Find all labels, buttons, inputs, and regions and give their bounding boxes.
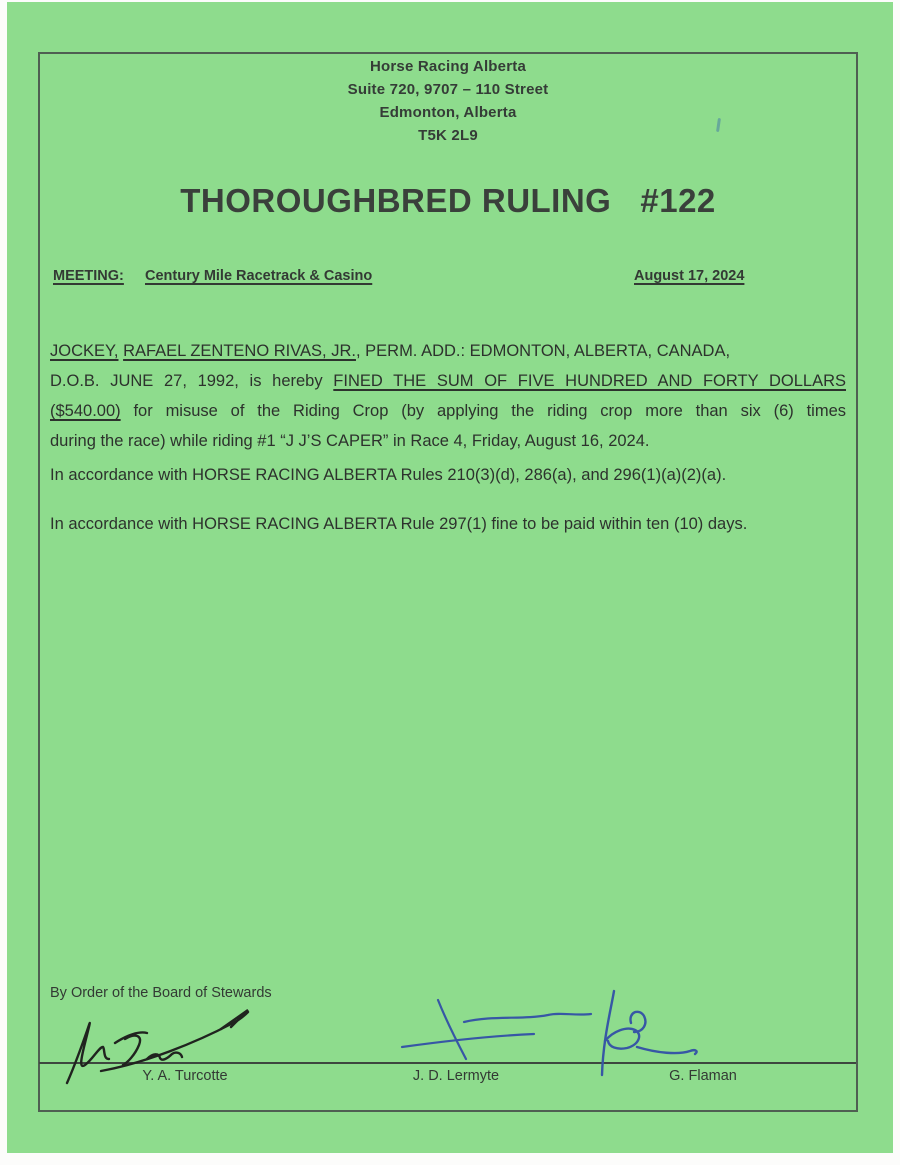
underlined-text: JOCKEY,: [50, 342, 119, 360]
plain-text: during the race) while riding #1 “J J’S CAPER” in Race 4, Friday, August 16, 2024.: [50, 432, 650, 450]
ruling-line: [50, 366, 846, 396]
signatory-name: Y. A. Turcotte: [142, 1068, 228, 1084]
fine-text: FINED THE SUM OF FIVE HUNDRED AND FORTY DOLLARS: [333, 372, 846, 390]
signatory-name: G. Flaman: [669, 1068, 737, 1084]
plain-text: D.O.B. JUNE 27, 1992, is hereby: [50, 372, 334, 390]
jockey-name: RAFAEL ZENTENO RIVAS, JR.: [123, 342, 356, 360]
org-name: Horse Racing Alberta: [370, 58, 526, 75]
org-city: Edmonton, Alberta: [379, 104, 517, 121]
ruling-line: [50, 426, 846, 456]
document-title: THOROUGHBRED RULING #122: [180, 182, 716, 219]
ruling-line: [50, 336, 846, 366]
rules-citation-2: In accordance with HORSE RACING ALBERTA Rule 297(1) fine to be paid within ten (10) days.: [50, 515, 748, 533]
plain-text: , PERM. ADD.: EDMONTON, ALBERTA, CANADA,: [355, 342, 731, 360]
rules-citation-1: In accordance with HORSE RACING ALBERTA Rules 210(3)(d), 286(a), and 296(1)(a)(2)(a).: [50, 466, 727, 484]
meeting-label: MEETING:: [53, 268, 124, 284]
org-address: Suite 720, 9707 – 110 Street: [347, 81, 549, 98]
signatory-name: J. D. Lermyte: [412, 1068, 500, 1084]
letterhead: [38, 55, 858, 147]
meeting-venue: Century Mile Racetrack & Casino: [145, 268, 373, 284]
by-order-line: By Order of the Board of Stewards: [50, 985, 272, 1001]
ruling-line: [50, 396, 846, 426]
ruling-paragraph: [50, 336, 846, 456]
fine-amount: ($540.00): [50, 402, 121, 420]
meeting-row: [53, 268, 853, 290]
org-postal: T5K 2L9: [418, 127, 478, 144]
meeting-date: August 17, 2024: [634, 268, 745, 284]
plain-text: for misuse of the Riding Crop (by applying the riding crop more than six (6) times: [120, 402, 846, 420]
signature-rule-line: [39, 1062, 856, 1064]
